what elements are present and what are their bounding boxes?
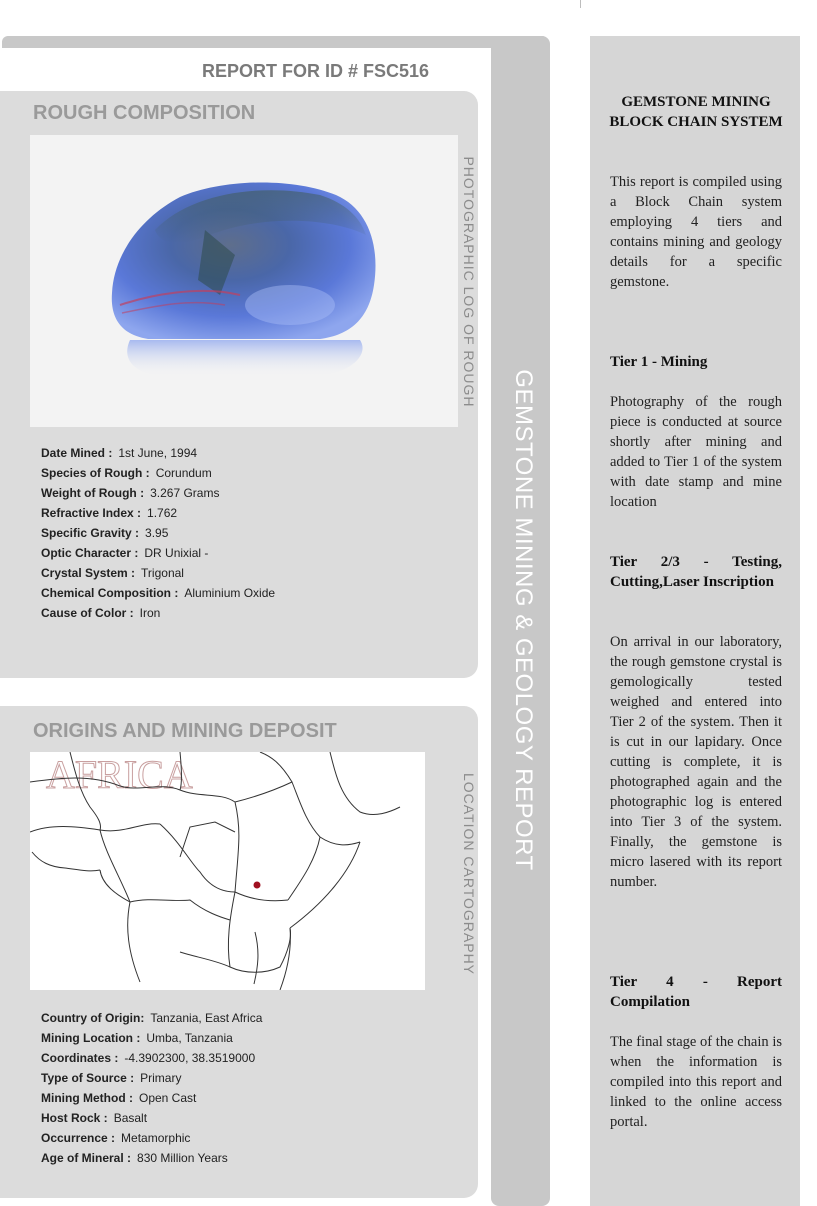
fact-row (41, 1128, 262, 1148)
fact-value: Tanzania, East Africa (150, 1011, 263, 1025)
fact-row (41, 463, 275, 483)
fact-label: Cause of Color : (41, 606, 134, 620)
tier4-text: The final stage of the chain is when the information is compiled into this report and linked to the online access portal. (610, 1034, 782, 1130)
tier23-text: On arrival in our laboratory, the rough gemstone crystal is gemologically tested weighed and entered into Tier 2 of the system. Then it is cut in our lapidary. Once cutting is complete, it is photographed again and the photographic log is entered into Tier 3 of the system. Finally, the gemstone is micro lasered with its report number. (610, 634, 782, 890)
rough-gemstone-image (30, 135, 458, 427)
fact-value: Iron (139, 606, 161, 620)
fact-value: Primary (140, 1071, 182, 1085)
fact-row (41, 503, 275, 523)
fact-row (41, 1048, 262, 1068)
fact-row (41, 443, 275, 463)
map-watermark: AFRICA (46, 752, 193, 797)
fact-value: 1st June, 1994 (118, 446, 198, 460)
fact-value: 3.95 (145, 526, 169, 540)
vertical-report-title: GEMSTONE MINING & GEOLOGY REPORT (510, 369, 537, 871)
origins-title: ORIGINS AND MINING DEPOSIT (33, 720, 337, 742)
fact-row (41, 1108, 262, 1128)
tier1-heading: Tier 1 - Mining (610, 354, 708, 370)
fact-value: 3.267 Grams (150, 486, 220, 500)
fact-label: Specific Gravity : (41, 526, 140, 540)
fact-row (41, 543, 275, 563)
tier23-heading: Tier 2/3 - Testing, Cutting,Laser Inscription (610, 554, 782, 590)
fact-label: Species of Rough : (41, 466, 150, 480)
intro-text: This report is compiled using a Block Chain system employing 4 tiers and contains mining and geology details for a specific gemstone. (610, 174, 782, 290)
fact-label: Mining Location : (41, 1031, 141, 1045)
header-bar (2, 36, 548, 48)
mine-location-marker (254, 882, 261, 889)
fact-row (41, 1148, 262, 1168)
fact-label: Mining Method : (41, 1091, 133, 1105)
fact-row (41, 583, 275, 603)
fact-label: Age of Mineral : (41, 1151, 132, 1165)
fact-label: Type of Source : (41, 1071, 135, 1085)
fact-label: Refractive Index : (41, 506, 142, 520)
blockchain-title: GEMSTONE MINING BLOCK CHAIN SYSTEM (609, 94, 783, 130)
fact-label: Optic Character : (41, 546, 139, 560)
fact-row (41, 1028, 262, 1048)
fact-value: DR Unixial - (144, 546, 209, 560)
fact-label: Crystal System : (41, 566, 136, 580)
fact-row (41, 1088, 262, 1108)
report-id: REPORT FOR ID # FSC516 (202, 61, 430, 81)
rough-photo (30, 135, 458, 427)
location-map (30, 752, 425, 990)
fact-value: Corundum (155, 466, 212, 480)
fact-label: Weight of Rough : (41, 486, 145, 500)
fact-value: -4.3902300, 38.3519000 (124, 1051, 256, 1065)
fact-value: Umba, Tanzania (146, 1031, 233, 1045)
top-divider (580, 0, 581, 8)
fact-row (41, 1068, 262, 1088)
fact-label: Host Rock : (41, 1111, 108, 1125)
fact-label: Country of Origin: (41, 1011, 145, 1025)
fact-label: Occurrence : (41, 1131, 116, 1145)
fact-row (41, 483, 275, 503)
cartography-label: LOCATION CARTOGRAPHY (461, 772, 477, 976)
fact-value: 1.762 (147, 506, 178, 520)
fact-value: 830 Million Years (137, 1151, 228, 1165)
tier4-heading: Tier 4 - Report Compilation (610, 974, 782, 1010)
fact-row (41, 563, 275, 583)
fact-label: Chemical Composition : (41, 586, 179, 600)
fact-value: Trigonal (141, 566, 184, 580)
tier1-text: Photography of the rough piece is conducted at source shortly after mining and added to Tier 1 of the system with date stamp and mine location (610, 394, 782, 510)
photo-log-label: PHOTOGRAPHIC LOG OF ROUGH (461, 156, 477, 408)
fact-row (41, 523, 275, 543)
rough-composition-title: ROUGH COMPOSITION (33, 102, 256, 124)
africa-map-image (30, 752, 425, 990)
fact-label: Date Mined : (41, 446, 113, 460)
fact-value: Aluminium Oxide (184, 586, 276, 600)
fact-value: Metamorphic (121, 1131, 191, 1145)
fact-label: Coordinates : (41, 1051, 119, 1065)
fact-row (41, 603, 275, 623)
fact-value: Basalt (113, 1111, 148, 1125)
origins-facts (41, 1008, 262, 1168)
rough-facts (41, 443, 275, 623)
fact-value: Open Cast (138, 1091, 197, 1105)
fact-row (41, 1008, 262, 1028)
